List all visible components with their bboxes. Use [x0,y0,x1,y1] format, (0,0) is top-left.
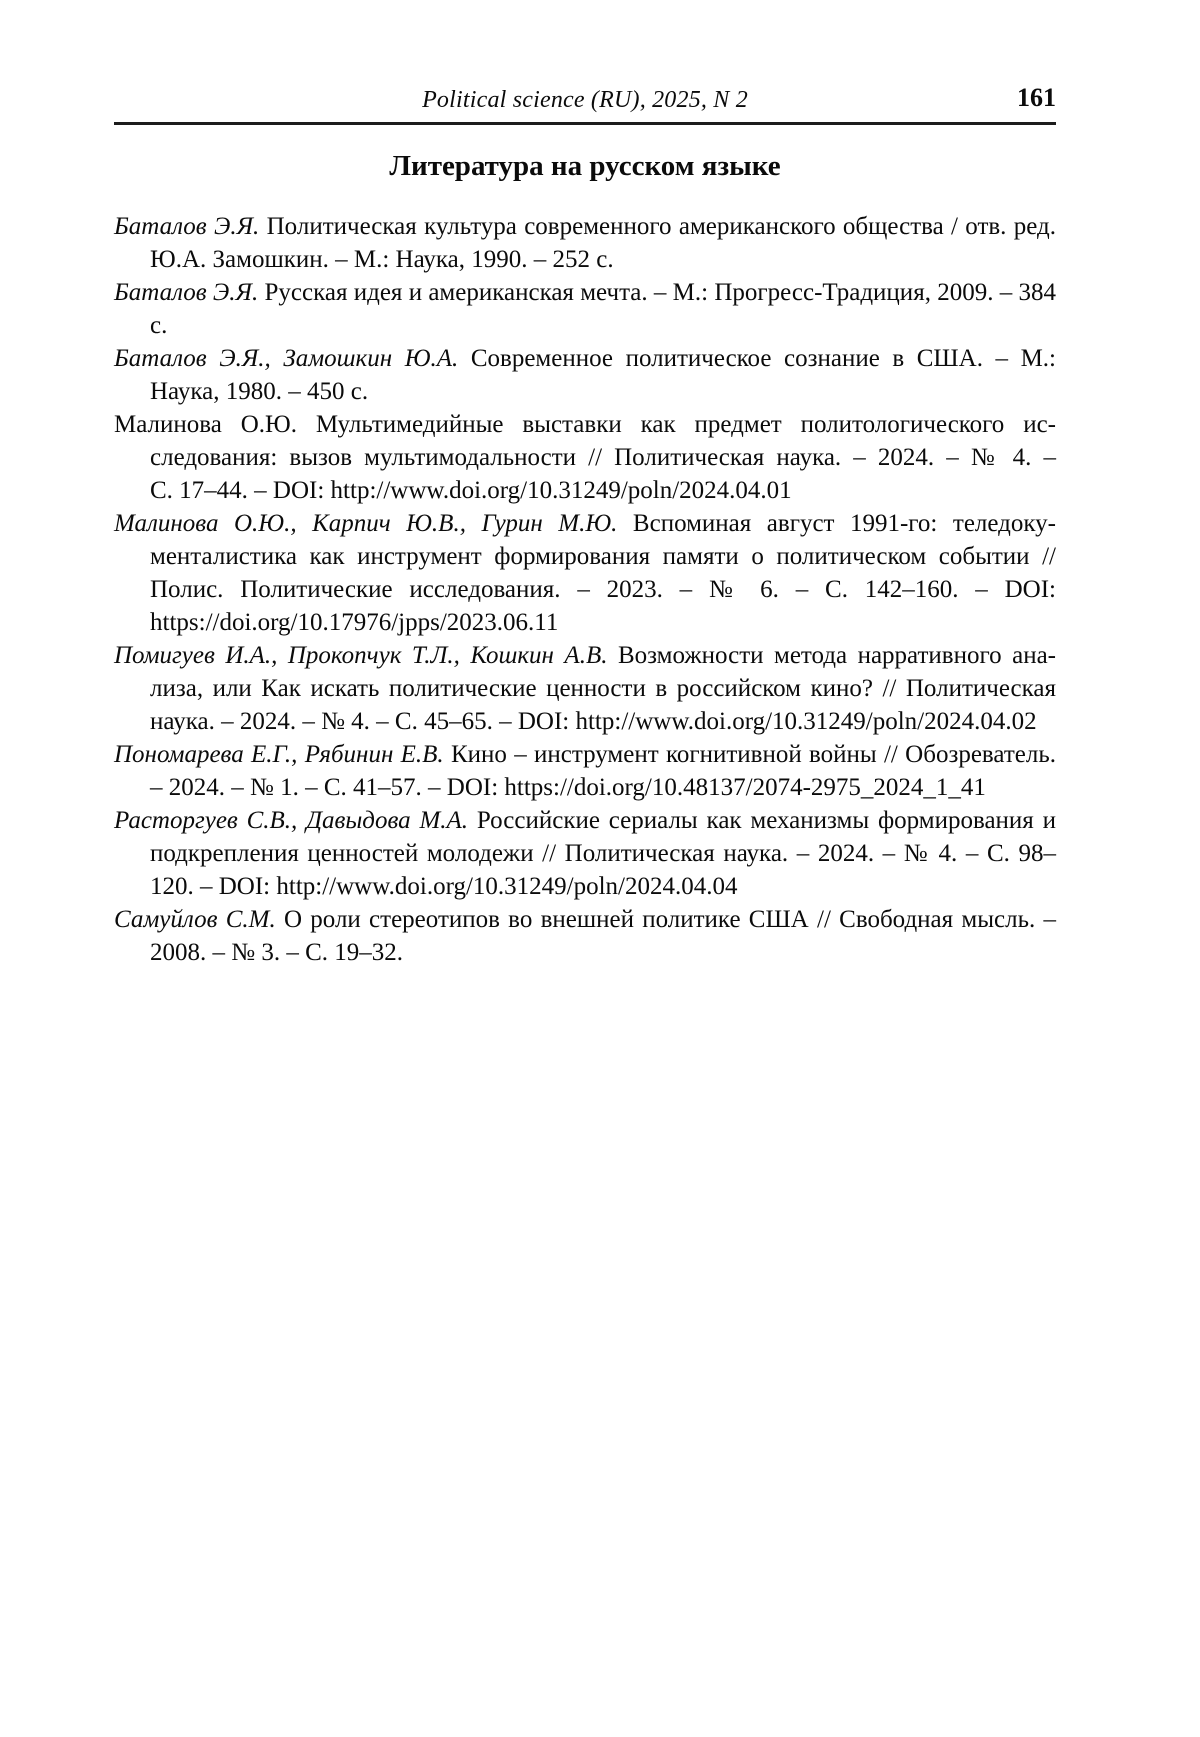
content-column [114,0,1056,969]
page-number: 161 [1017,83,1056,112]
reference-text: Русская идея и американская мечта. – М.: Прогресс-Традиция, 2009. – 384 с. [150,279,1056,339]
reference-authors: Помигуев И.А., Прокопчук Т.Л., Кошкин А.В. [114,642,608,669]
reference-entry [114,903,1056,969]
reference-text: Российские сериалы как механизмы формирования и подкрепления ценностей молодежи // Политическая наука. – 2024. – № 4. – С. 98–120. – DOI: http://www.doi.org/10.31249/poln/2024.04.04 [150,807,1056,900]
reference-authors: Баталов Э.Я., Замошкин Ю.А. [114,345,459,372]
reference-entry [114,804,1056,903]
reference-entry [114,342,1056,408]
reference-text: Политическая культура современного американского общества / отв. ред. Ю.А. Замошкин. – М.: Наука, 1990. – 252 с. [150,213,1056,273]
reference-authors: Баталов Э.Я. [114,279,259,306]
reference-text: Вспоминая август 1991-го: теледокументалистика как инструмент формирования памяти о политическом событии // Полис. Политические исследования. – 2023. – № 6. – С. 142–160. – DOI: https://doi.org/10.17976/jpps/2023.06.11 [150,510,1056,636]
header-rule [114,122,1056,125]
reference-entry [114,408,1056,507]
reference-entry [114,210,1056,276]
reference-text: Кино – инструмент когнитивной войны // Обозреватель. – 2024. – № 1. – С. 41–57. – DOI: https://doi.org/10.48137/2074-2975_2024_1_41 [150,741,1056,801]
page-header [114,0,1056,114]
reference-text: Возможности метода нарративного анализа, или Как искать политические ценности в российском кино? // Политическая наука. – 2024. – № 4. – С. 45–65. – DOI: http://www.doi.org/10.31249/poln/2024.04.02 [150,642,1056,735]
reference-entry [114,276,1056,342]
reference-authors: Малинова О.Ю., Карпич Ю.В., Гурин М.Ю. [114,510,618,537]
reference-entry [114,507,1056,639]
reference-entry [114,738,1056,804]
reference-text: Современное политическое сознание в США. – М.: Наука, 1980. – 450 с. [150,345,1056,405]
journal-title: Political science (RU), 2025, N 2 [422,87,748,113]
references-list [114,210,1056,969]
reference-authors: Пономарева Е.Г., Рябинин Е.В. [114,741,444,768]
section-title: Литература на русском языке [389,150,781,182]
reference-text: Мультимедийные выставки как предмет политологического исследования: вызов мультимодальности // Политическая наука. – 2024. – № 4. – С. 17–44. – DOI: http://www.doi.org/10.31249/poln/2024.04.01 [150,411,1056,504]
reference-text: О роли стереотипов во внешней политике США // Свободная мысль. – 2008. – № 3. – С. 19–32. [150,906,1056,966]
reference-authors: Баталов Э.Я. [114,213,260,240]
reference-authors: Расторгуев С.В., Давыдова М.А. [114,807,469,834]
reference-authors: Самуйлов С.М. [114,906,276,933]
reference-entry [114,639,1056,738]
reference-authors: Малинова О.Ю. [114,411,297,438]
